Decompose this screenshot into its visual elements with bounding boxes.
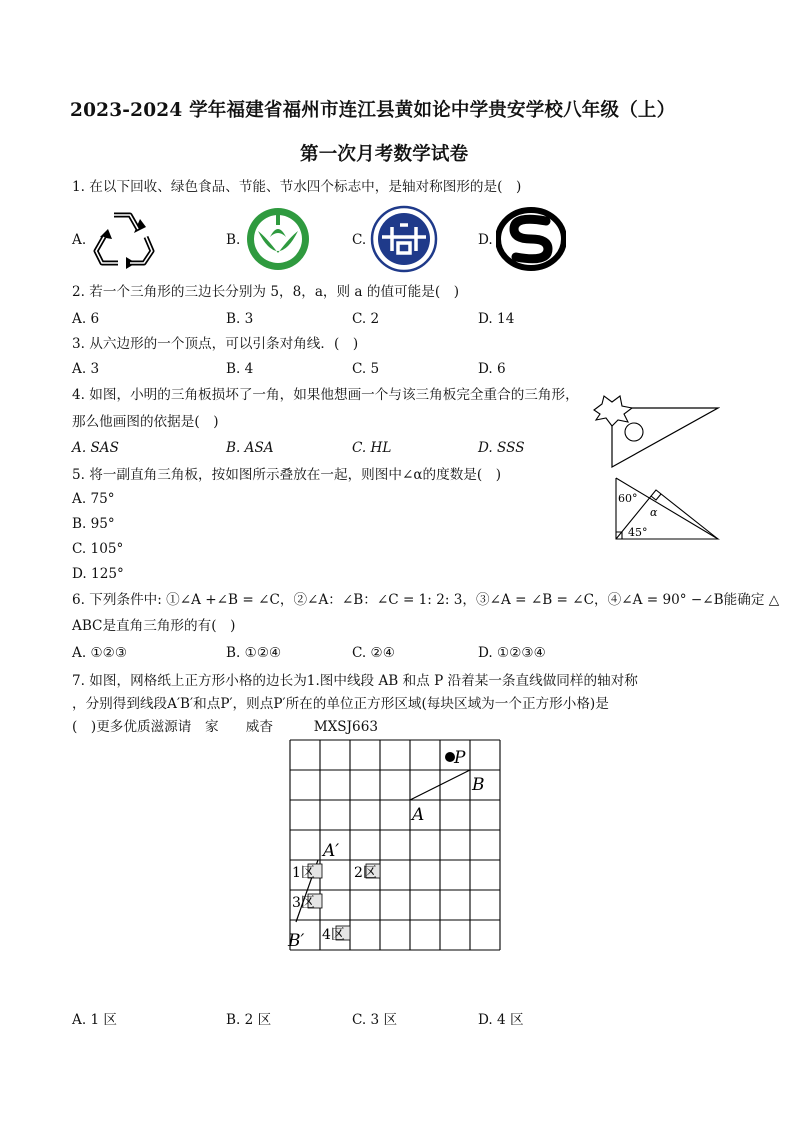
q3-option-a: A. 3 — [72, 361, 100, 377]
recycle-icon — [90, 207, 158, 271]
label-p: P — [454, 748, 466, 768]
q5-option-d: D. 125° — [72, 566, 124, 582]
q6-option-d: D. ①②③④ — [478, 645, 546, 661]
q3-option-b: B. 4 — [226, 361, 254, 377]
zone-2-label: 2区 — [354, 865, 377, 881]
question-3-text: 3. 从六边形的一个顶点，可以引条对角线．( ) — [72, 336, 359, 352]
label-a-prime: A′ — [323, 841, 340, 861]
question-7-line2: ，分别得到线段A′B′和点P′，则点P′所在的单位正方形区域(每块区域为一个正方形小格)是 — [72, 696, 609, 712]
exam-title-line2: 第一次月考数学试卷 — [300, 144, 469, 165]
angle-45-label: 45° — [628, 526, 648, 539]
green-food-icon — [244, 207, 312, 271]
question-7-line1: 7. 如图，网格纸上正方形小格的边长为1.图中线段 AB 和点 P 沿着某一条直线做同样的轴对称 — [72, 673, 638, 689]
q1-option-a-label: A. — [72, 232, 87, 248]
q6-option-c: C. ②④ — [352, 645, 395, 661]
q4-option-d: D. SSS — [478, 440, 525, 456]
question-1-text: 1. 在以下回收、绿色食品、节能、节水四个标志中，是轴对称图形的是( ) — [72, 179, 522, 195]
q4-option-b: B. ASA — [226, 440, 274, 456]
exam-title-line1: 2023-2024 学年福建省福州市连江县黄如论中学贵安学校八年级（上） — [70, 100, 676, 121]
q1-option-d-label: D. — [478, 232, 493, 248]
zone-4-label: 4区 — [322, 927, 345, 943]
question-4-line1: 4. 如图，小明的三角板损坏了一角，如果他想画一个与该三角板完全重合的三角形， — [72, 387, 579, 403]
alpha-label: α — [650, 506, 658, 519]
angle-60-label: 60° — [618, 492, 638, 505]
q6-option-a: A. ①②③ — [72, 645, 128, 661]
grid-figure — [286, 736, 504, 954]
broken-triangle-ruler-figure — [590, 394, 720, 470]
label-b-prime: B′ — [288, 931, 305, 951]
q6-option-b: B. ①②④ — [226, 645, 282, 661]
q4-option-a: A. SAS — [72, 440, 119, 456]
q5-option-b: B. 95° — [72, 516, 115, 532]
question-6-line2: ABC是直角三角形的有( ) — [72, 618, 236, 634]
q3-option-d: D. 6 — [478, 361, 506, 377]
energy-saving-icon — [370, 205, 438, 273]
q5-option-a: A. 75° — [72, 491, 115, 507]
q1-option-c-label: C. — [352, 232, 367, 248]
label-b: B — [472, 775, 485, 795]
q7-option-c: C. 3 区 — [352, 1012, 398, 1028]
zone-1-label: 1区 — [292, 865, 315, 881]
q2-option-b: B. 3 — [226, 311, 254, 327]
question-7-line3: ( )更多优质滋源请 家 威杳 MXSJ663 — [72, 719, 379, 735]
q2-option-a: A. 6 — [72, 311, 100, 327]
q4-option-c: C. HL — [352, 440, 392, 456]
q7-option-a: A. 1 区 — [72, 1012, 118, 1028]
q7-option-b: B. 2 区 — [226, 1012, 272, 1028]
q5-option-c: C. 105° — [72, 541, 124, 557]
question-4-line2: 那么他画图的依据是( ) — [72, 414, 219, 430]
water-saving-icon — [496, 207, 566, 271]
stacked-set-squares-figure — [610, 474, 722, 542]
q1-option-b-label: B. — [226, 232, 241, 248]
q2-option-c: C. 2 — [352, 311, 380, 327]
zone-3-label: 3区 — [292, 895, 315, 911]
q7-option-d: D. 4 区 — [478, 1012, 524, 1028]
q3-option-c: C. 5 — [352, 361, 380, 377]
question-2-text: 2. 若一个三角形的三边长分别为 5，8，a，则 a 的值可能是( ) — [72, 284, 460, 300]
question-6-line1: 6. 下列条件中: ①∠A +∠B = ∠C，②∠A：∠B：∠C = 1: 2: 3，③∠A = ∠B = ∠C，④∠A = 90° −∠B能确定 △ — [72, 592, 780, 608]
label-a: A — [412, 805, 425, 825]
q2-option-d: D. 14 — [478, 311, 515, 327]
question-5-text: 5. 将一副直角三角板，按如图所示叠放在一起，则图中∠α的度数是( ) — [72, 467, 502, 483]
